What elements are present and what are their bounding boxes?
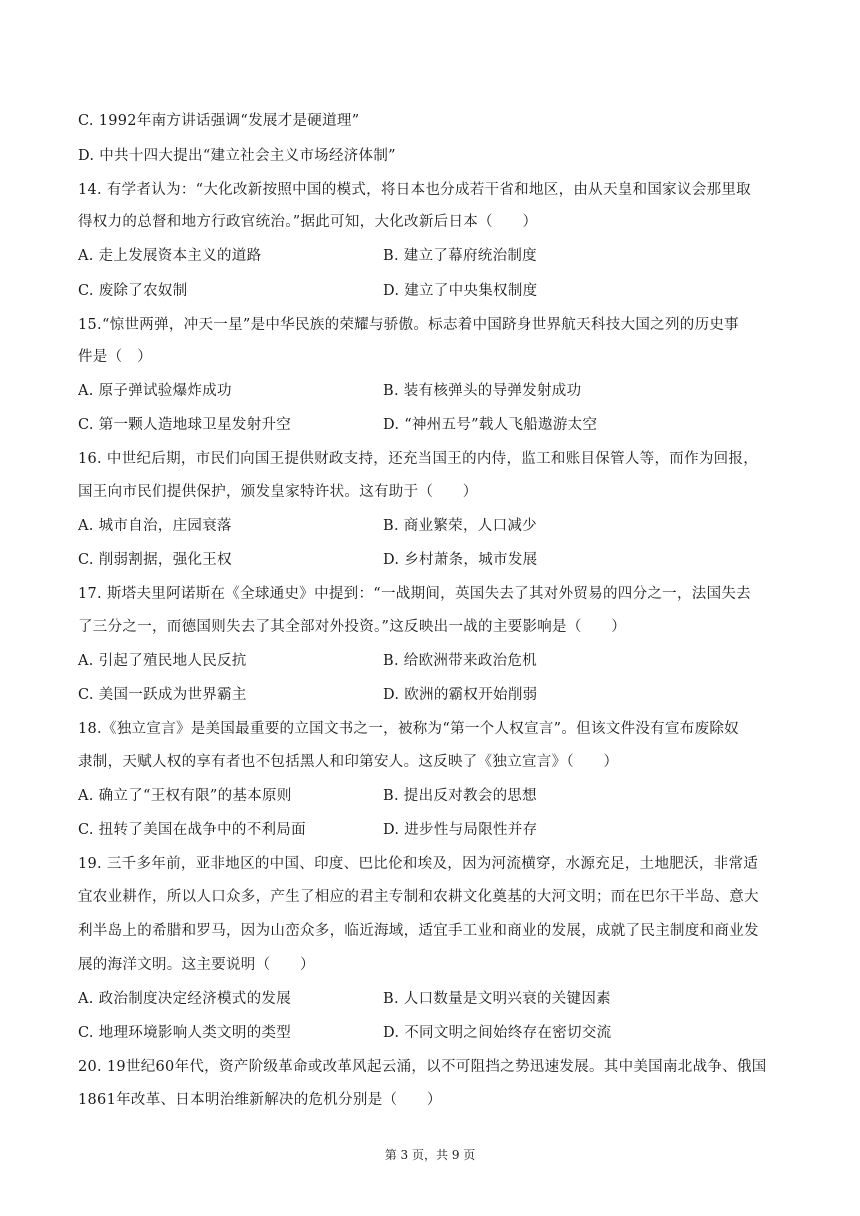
option-a: A. 走上发展资本主义的道路	[78, 248, 262, 264]
option-d: D. 乡村萧条，城市发展	[383, 552, 538, 568]
option-d: D. 欧洲的霸权开始削弱	[383, 687, 538, 703]
question-stem: 了三分之一，而德国则失去了其全部对外投资。”这反映出一战的主要影响是（ ）	[78, 619, 627, 635]
question-stem: 15.“惊世两弹，冲天一星”是中华民族的荣耀与骄傲。标志着中国跻身世界航天科技大国之列的历史事	[78, 317, 739, 333]
question-stem: 得权力的总督和地方行政官统治。”据此可知，大化改新后日本（ ）	[78, 214, 538, 230]
option-d: D. 建立了中央集权制度	[383, 283, 538, 299]
question-stem: 隶制，天赋人权的享有者也不包括黑人和印第安人。这反映了《独立宣言》（ ）	[78, 754, 619, 770]
option-d: D. 进步性与局限性并存	[383, 822, 538, 838]
question-stem: 宜农业耕作，所以人口众多，产生了相应的君主专制和农耕文化奠基的大河文明；而在巴尔干半岛、意大	[78, 889, 759, 905]
question-stem: 件是（ ）	[78, 349, 152, 365]
option-a: A. 原子弹试验爆炸成功	[78, 383, 232, 399]
question-stem: 17. 斯塔夫里阿诺斯在《全球通史》中提到：“一战期间，英国失去了其对外贸易的四分之一，法国失去	[78, 586, 751, 602]
question-stem: 国王向市民们提供保护，颁发皇家特许状。这有助于（ ）	[78, 484, 478, 500]
option-b: B. 提出反对教会的思想	[383, 788, 537, 804]
page-footer: 第 3 页，共 9 页	[384, 1148, 476, 1162]
question-stem: 20. 19世纪60年代，资产阶级革命或改革风起云涌，以不可阻挡之势迅速发展。其中美国南北战争、俄国	[78, 1059, 767, 1075]
option-b: B. 人口数量是文明兴衰的关键因素	[383, 991, 611, 1007]
option-b: B. 给欧洲带来政治危机	[383, 653, 537, 669]
question-stem: 18.《独立宣言》是美国最重要的立国文书之一，被称为“第一个人权宣言”。但该文件没有宣布废除奴	[78, 721, 739, 737]
option-a: A. 政治制度决定经济模式的发展	[78, 991, 291, 1007]
option-line: D. 中共十四大提出“建立社会主义市场经济体制”	[78, 148, 396, 164]
option-c: C. 扭转了美国在战争中的不利局面	[78, 822, 306, 838]
question-stem: 1861年改革、日本明治维新解决的危机分别是（ ）	[78, 1092, 442, 1108]
option-c: C. 削弱割据，强化王权	[78, 552, 232, 568]
option-a: A. 城市自治，庄园衰落	[78, 518, 232, 534]
option-a: A. 确立了“王权有限”的基本原则	[78, 788, 292, 804]
option-c: C. 废除了农奴制	[78, 283, 188, 299]
option-b: B. 装有核弹头的导弹发射成功	[383, 383, 582, 399]
option-c: C. 地理环境影响人类文明的类型	[78, 1025, 292, 1041]
question-stem: 14. 有学者认为：“大化改新按照中国的模式，将日本也分成若干省和地区，由从天皇和国家议会那里取	[78, 182, 751, 198]
question-stem: 利半岛上的希腊和罗马，因为山峦众多，临近海域，适宜手工业和商业的发展，成就了民主制度和商业发	[78, 923, 759, 939]
option-d: D. 不同文明之间始终存在密切交流	[383, 1025, 612, 1041]
option-b: B. 商业繁荣，人口减少	[383, 518, 537, 534]
question-stem: 展的海洋文明。这主要说明（ ）	[78, 957, 315, 973]
option-d: D. “神州五号”载人飞船遨游太空	[383, 417, 598, 433]
question-stem: 19. 三千多年前，亚非地区的中国、印度、巴比伦和埃及，因为河流横穿，水源充足，土地肥沃，非常适	[78, 856, 759, 872]
question-stem: 16. 中世纪后期，市民们向国王提供财政支持，还充当国王的内侍，监工和账目保管人等，而作为回报，	[78, 451, 759, 467]
option-c: C. 第一颗人造地球卫星发射升空	[78, 417, 292, 433]
option-line: C. 1992年南方讲话强调“发展才是硬道理”	[78, 113, 360, 129]
option-a: A. 引起了殖民地人民反抗	[78, 653, 247, 669]
option-b: B. 建立了幕府统治制度	[383, 248, 537, 264]
option-c: C. 美国一跃成为世界霸主	[78, 687, 247, 703]
